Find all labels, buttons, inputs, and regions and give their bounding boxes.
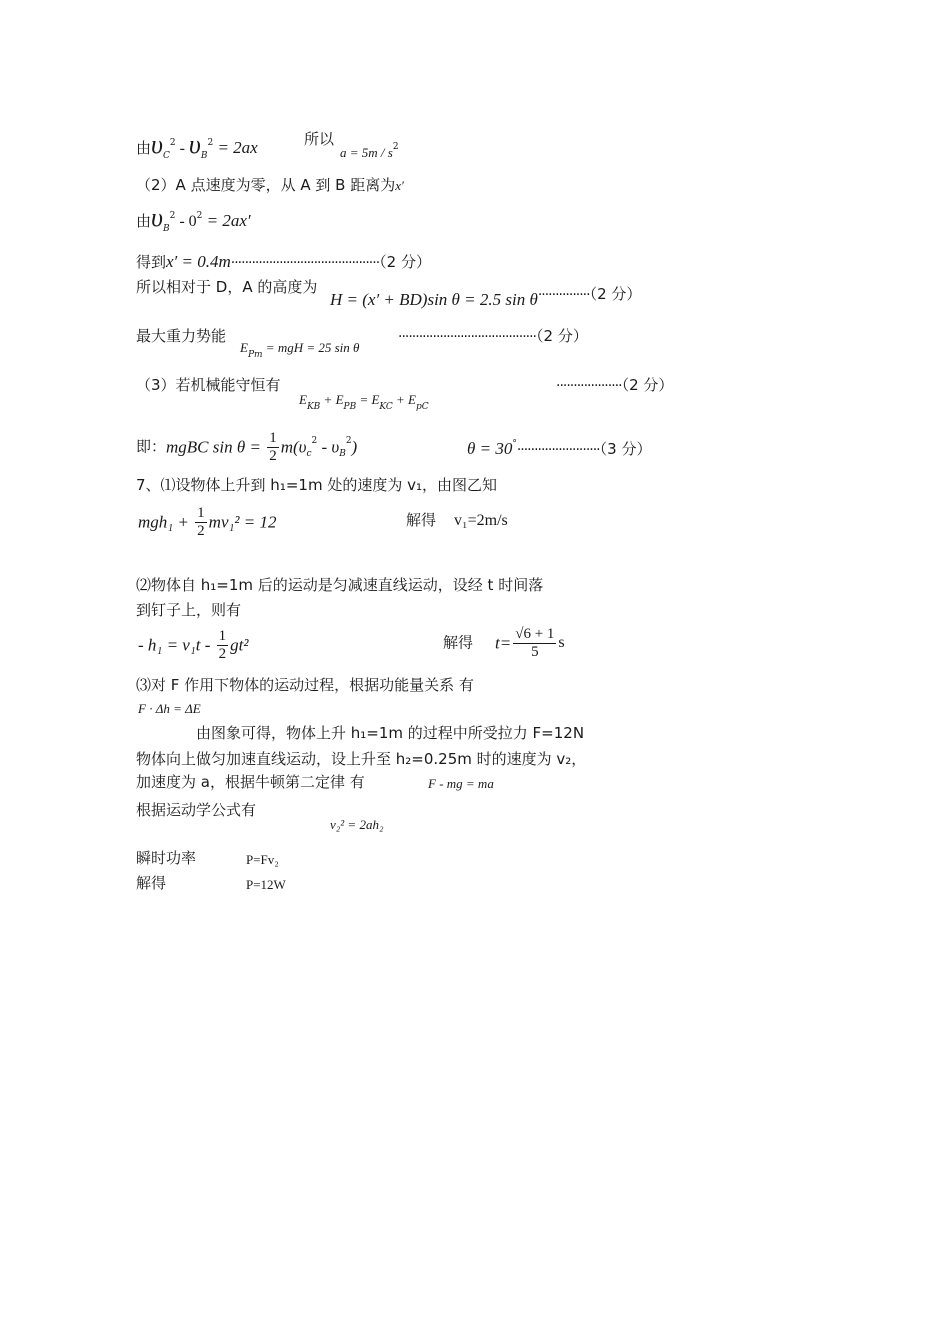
- subscript: c: [306, 449, 312, 459]
- equation-rhs: gt²: [230, 635, 249, 655]
- energy-equation: [240, 340, 359, 360]
- x-prime: x′: [395, 178, 404, 193]
- equation: v₂² = 2ah₂: [330, 817, 384, 832]
- v-symbol: υ: [151, 203, 163, 232]
- eq-line-1-result: [304, 132, 334, 147]
- word-you: 由: [136, 139, 152, 157]
- conservation-score: [556, 378, 673, 393]
- fraction-half: $\frac{1}{2}$: [218, 628, 227, 662]
- eq-line-15: [138, 701, 201, 716]
- line-text: 得到: [136, 253, 167, 271]
- equation-rhs: mv₁² = 12: [208, 512, 277, 532]
- subscript: B: [339, 449, 346, 459]
- text-line-14: [136, 678, 474, 693]
- equation: H = (x′ + BD)sin θ = 2.5 sin θ: [330, 290, 538, 309]
- equation: = mgH = 25 sin θ: [262, 340, 360, 355]
- subscript: KC: [379, 402, 393, 412]
- solve-v1: [406, 513, 508, 529]
- text-line-6: [136, 329, 226, 344]
- score-label: （2 分）: [536, 327, 588, 345]
- equation-part: E: [299, 392, 307, 407]
- subscript: KB: [306, 402, 321, 412]
- line-text: 瞬时功率: [136, 849, 197, 867]
- equation-part: = E: [356, 392, 380, 407]
- equation-lhs: mgBC sin θ =: [166, 437, 266, 457]
- leader-dots: ························: [516, 442, 600, 458]
- result-value: P=12W: [246, 877, 286, 892]
- text-line-16: [196, 726, 584, 741]
- height-equation: [330, 287, 641, 308]
- v-symbol: υ: [151, 130, 163, 159]
- score-label: （3 分）: [599, 440, 652, 458]
- equation-part: - υ: [317, 437, 340, 457]
- equation: x′ = 0.4m: [166, 252, 231, 271]
- equation-part: ): [351, 437, 358, 457]
- line-text: 7、⑴设物体上升到 h₁=1m 处的速度为 v₁，由图乙知: [136, 476, 497, 494]
- eq-line-10: [138, 505, 276, 539]
- solve-t: [443, 626, 565, 660]
- text-line-11: [136, 578, 543, 593]
- text-line-2: [136, 178, 404, 193]
- conservation-equation: [299, 392, 429, 412]
- equation: P=Fv₂: [246, 852, 279, 867]
- score-label: （2 分）: [589, 285, 642, 303]
- eq-line-13: [138, 628, 248, 662]
- line-text: （2）A 点速度为零，从 A 到 B 距离为: [136, 176, 396, 194]
- energy-relation: F · Δh = ΔE: [138, 701, 201, 716]
- energy-score: [398, 329, 588, 344]
- result-line-4: [136, 253, 431, 270]
- line-text: 加速度为 a，根据牛顿第二定律 有: [136, 773, 365, 791]
- subscript-b: B: [162, 224, 170, 234]
- subscript: pC: [416, 402, 429, 412]
- word-solve: 解得: [406, 511, 437, 529]
- line-text: 所以相对于 D，A 的高度为: [136, 278, 318, 296]
- subscript: PB: [343, 402, 357, 412]
- degree-sign: °: [512, 439, 517, 449]
- equation: F - mg = ma: [428, 776, 494, 791]
- superscript-2: 2: [169, 138, 176, 148]
- fraction-half: $\frac{1}{2}$: [197, 505, 205, 539]
- line-text: 到钉子上，则有: [136, 601, 242, 619]
- superscript-2: 2: [169, 211, 176, 221]
- acceleration-value: a = 5m / s: [340, 145, 393, 160]
- line-text: 物体向上做匀加速直线运动，设上升至 h₂=0.25m 时的速度为 v₂，: [136, 750, 587, 768]
- score-label: （2 分）: [621, 376, 674, 394]
- result-line-5: [136, 280, 317, 295]
- power-result: [246, 877, 286, 892]
- v-symbol: υ: [188, 130, 201, 159]
- superscript-2: 2: [345, 436, 352, 446]
- word-solve: 解得: [443, 633, 474, 652]
- t-symbol: t=: [495, 633, 512, 653]
- leader-dots: ···················: [556, 378, 622, 394]
- unit-s: s: [558, 634, 565, 651]
- text-line-18: [136, 775, 365, 790]
- line-text: 根据运动学公式有: [136, 801, 257, 819]
- leader-dots: ········································: [398, 329, 537, 345]
- equation-lhs: - h₁ = v₁t -: [138, 635, 215, 655]
- minus-sign: -: [175, 140, 189, 157]
- zero-term: - 0: [175, 213, 197, 230]
- eq-line-1: [136, 132, 258, 161]
- kinematic-equation: [330, 817, 383, 832]
- score-label: （2 分）: [379, 253, 431, 271]
- text-line-12: [136, 603, 241, 618]
- subscript-b: B: [200, 151, 208, 161]
- superscript-2: 2: [392, 142, 399, 152]
- equation-part: m(υ: [280, 437, 307, 457]
- equation-rhs: = 2ax′: [202, 211, 251, 230]
- eq-line-1-accel: [340, 143, 399, 160]
- equation-part: + E: [320, 392, 344, 407]
- line-text: 由图象可得，物体上升 h₁=1m 的过程中所受拉力 F=12N: [196, 724, 585, 742]
- text-line-7: [136, 378, 281, 393]
- power-equation: [246, 852, 279, 867]
- text-line-20: [136, 851, 196, 866]
- equation-lhs: mgh₁ +: [138, 512, 194, 532]
- result-value: v₁=2m/s: [454, 512, 508, 529]
- text-line-19: [136, 803, 256, 818]
- superscript-2: 2: [311, 436, 318, 446]
- theta-value: θ = 30: [467, 439, 513, 458]
- theta-result: [467, 440, 651, 457]
- word-you: 由: [136, 212, 152, 230]
- superscript-2: 2: [207, 138, 214, 148]
- newton-equation: [428, 776, 494, 791]
- line-text: ⑵物体自 h₁=1m 后的运动是匀减速直线运动，设经 t 时间落: [136, 576, 544, 594]
- equation-part: + E: [392, 392, 416, 407]
- text-line-17: [136, 752, 586, 767]
- line-text: 即：: [136, 437, 167, 456]
- leader-dots: ···············: [537, 287, 590, 303]
- equation-rhs: = 2ax: [213, 138, 258, 157]
- line-text: （3）若机械能守恒有: [136, 376, 281, 394]
- text-line-21: [136, 876, 166, 891]
- subscript-c: C: [162, 151, 170, 161]
- line-text: 最大重力势能: [136, 327, 227, 345]
- line-text: 解得: [136, 874, 167, 892]
- fraction-t: $\frac{√6 + 1}{5}$: [515, 626, 555, 660]
- leader-dots: ···········································: [230, 255, 380, 271]
- fraction-half: $\frac{1}{2}$: [269, 430, 277, 464]
- problem-7-intro: [136, 478, 497, 493]
- eq-line-8: [136, 430, 357, 464]
- superscript-2: 2: [196, 211, 203, 221]
- eq-line-3: [136, 205, 251, 234]
- line-text: ⑶对 F 作用下物体的运动过程，根据功能量关系 有: [136, 676, 474, 694]
- word-suoyi: 所以: [304, 130, 335, 148]
- ep-symbol: E: [240, 340, 248, 355]
- subscript-pm: Pm: [247, 350, 263, 360]
